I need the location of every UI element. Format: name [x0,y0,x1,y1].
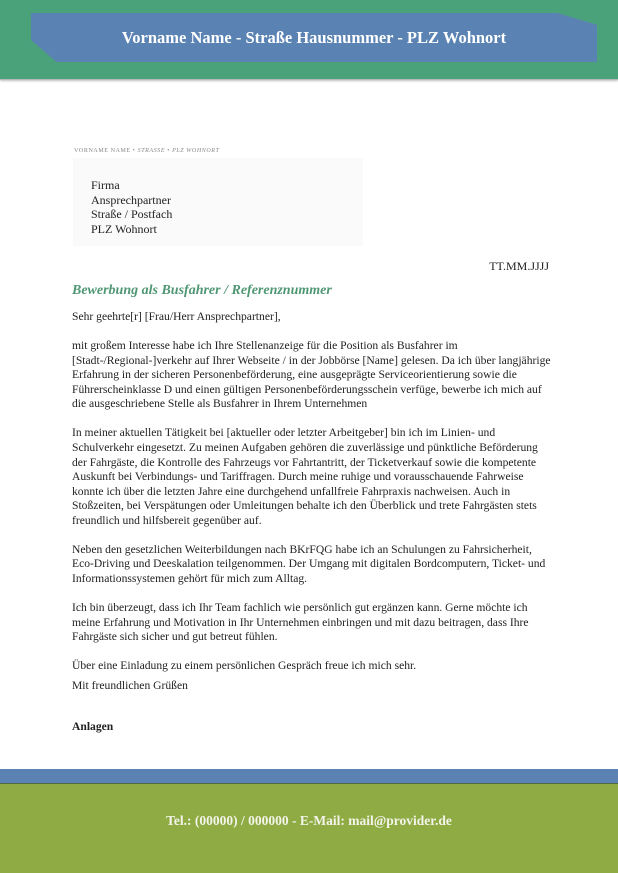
sender-separator: • [165,148,173,154]
sender-name: VORNAME NAME [74,148,131,154]
body-paragraph: In meiner aktuellen Tätigkeit bei [aktueller oder letzter Arbeitgeber] bin ich im Linien- und Schulverkehr eingesetzt. Zu meinen Aufgaben gehören die zuverlässige und pünktliche Beförderung der Fahrgäste, die Kontrolle des Fahrzeugs vor Fahrtantritt, der Ticketverkauf sowie die kompetente Auskunft bei Verbindungs- und Tariffragen. Durch meine ruhige und vorausschauende Fahrweise konnte ich über die letzten Jahre eine durchgehend unfallfreie Fahrpraxis nachweisen. Auch in Stoßzeiten, bei Verspätungen oder Umleitungen behalte ich den Überblick und trete Fahrgästen stets freundlich und hilfsbereit gegenüber auf. [72,426,538,527]
body-paragraph: Über eine Einladung zu einem persönlichen Gespräch freue ich mich sehr. [72,659,417,673]
footer-contact: Tel.: (00000) / 000000 - E-Mail: mail@provider.de [166,813,452,828]
closing: Mit freundlichen Grüßen [72,679,188,692]
sender-street: STRASSE [137,148,166,154]
body-paragraph: mit großem Interesse habe ich Ihre Stellenanzeige für die Position als Busfahrer im [Stadt-/Regional-]verkehr auf Ihrer Webseite / in der Jobbörse [Name] gelesen. Da ich über langjährige Erfahrung in der sicheren Personenbeförderung, eine ausgeprägte Serviceorientierung sowie die Führerscheinklasse D und einen gültigen Personenbeförderungsschein verfüge, bewerbe ich mich auf die ausgeschriebene Stelle als Busfahrer in Ihrem Unternehmen [72,338,551,411]
letter-subject: Bewerbung als Busfahrer / Referenznummer [72,283,332,298]
sender-city: PLZ WOHNORT [172,148,220,154]
recipient-city: PLZ Wohnort [91,221,157,236]
footer-strip [0,769,618,784]
body-paragraph: Neben den gesetzlichen Weiterbildungen nach BKrFQG habe ich an Schulungen zu Fahrsicherheit, Eco-Driving und Deeskalation teilgenommen. Der Umgang mit digitalen Bordcomputern, Ticket- und Informationssystemen gehört für mich zum Alltag. [72,542,546,586]
attachments-label: Anlagen [72,720,114,733]
body-paragraph: Ich bin überzeugt, dass ich Ihr Team fachlich wie persönlich gut ergänzen kann. Gerne möchte ich meine Erfahrung und Motivation in Ihr Unternehmen einbringen und mit dazu beitragen, dass Ihre Fahrgäste sich sicher und gut betreut fühlen. [72,601,529,644]
recipient-address [91,178,172,236]
sender-line [74,148,220,154]
sender-separator: • [130,148,138,154]
letter-date: TT.MM.JJJJ [489,259,549,273]
recipient-company: Firma [91,178,120,192]
letter-body [72,310,552,688]
salutation: Sehr geehrte[r] [Frau/Herr Ansprechpartner], [72,310,281,323]
header-title: Vorname Name - Straße Hausnummer - PLZ Wohnort [121,28,507,47]
recipient-contact: Ansprechpartner [91,192,171,207]
recipient-street: Straße / Postfach [91,207,173,222]
